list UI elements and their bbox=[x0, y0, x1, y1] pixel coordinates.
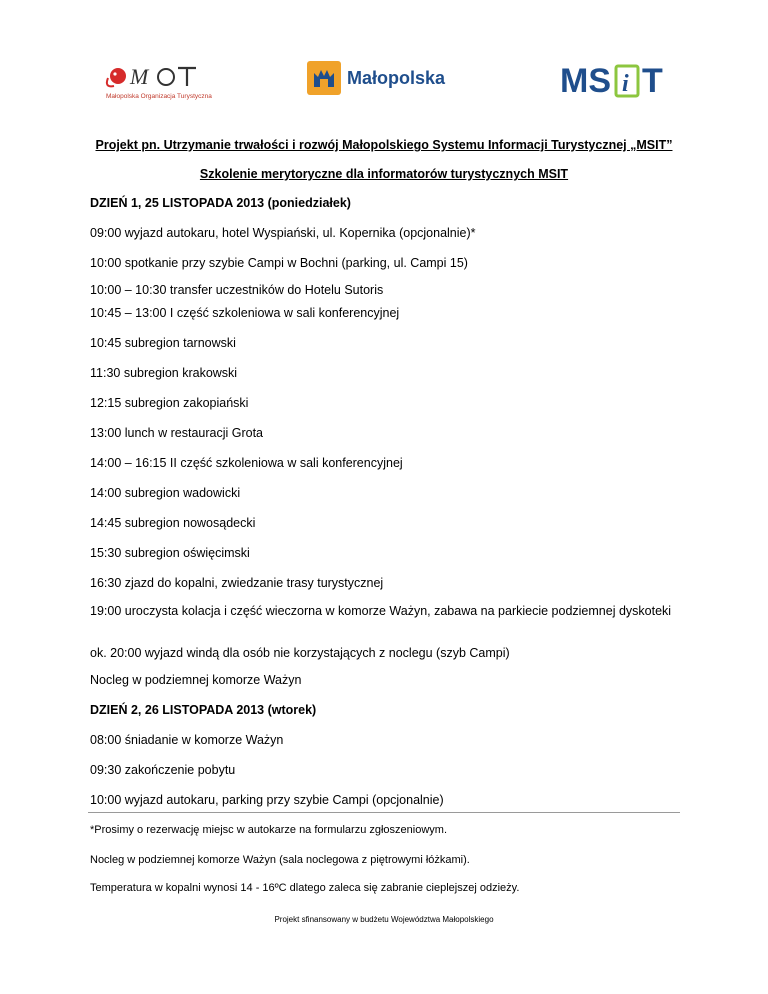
mot-logo bbox=[104, 60, 234, 104]
schedule-item: 10:00 – 10:30 transfer uczestników do Hotelu Sutoris bbox=[90, 283, 384, 297]
schedule-item: 09:00 wyjazd autokaru, hotel Wyspiański, ul. Kopernika (opcjonalnie)* bbox=[90, 226, 476, 240]
note-item: Nocleg w podziemnej komorze Ważyn (sala noclegowa z piętrowymi łóżkami). bbox=[90, 854, 470, 866]
logo-bar bbox=[0, 58, 768, 108]
project-title: Projekt pn. Utrzymanie trwałości i rozwój Małopolskiego Systemu Informacji Turystycznej „MSIT” bbox=[95, 138, 673, 152]
schedule-item: 10:00 spotkanie przy szybie Campi w Bochni (parking, ul. Campi 15) bbox=[90, 256, 468, 270]
svg-text:M: M bbox=[130, 64, 149, 89]
schedule-item: 14:00 – 16:15 II część szkoleniowa w sali konferencyjnej bbox=[90, 456, 403, 470]
schedule-item: 08:00 śniadanie w komorze Ważyn bbox=[90, 733, 284, 747]
svg-text:T: T bbox=[642, 62, 663, 100]
page-footer: Projekt sfinansowany w budżetu Województwa Małopolskiego bbox=[274, 915, 494, 924]
schedule-item: 15:30 subregion oświęcimski bbox=[90, 546, 250, 560]
schedule-item: 09:30 zakończenie pobytu bbox=[90, 763, 236, 777]
malopolska-logo bbox=[307, 61, 477, 95]
mot-logo-graphic bbox=[104, 60, 224, 94]
schedule-item: 14:45 subregion nowosądecki bbox=[90, 516, 256, 530]
schedule-item: ok. 20:00 wyjazd windą dla osób nie korzystających z noclegu (szyb Campi) bbox=[90, 646, 510, 660]
note-item: *Prosimy o rezerwację miejsc w autokarze na formularzu zgłoszeniowym. bbox=[90, 824, 448, 836]
mot-subtitle: Małopolska Organizacja Turystyczna bbox=[106, 93, 212, 100]
day2-heading: DZIEŃ 2, 26 LISTOPADA 2013 (wtorek) bbox=[90, 703, 317, 717]
schedule-item: Nocleg w podziemnej komorze Ważyn bbox=[90, 673, 302, 687]
malopolska-crest-icon bbox=[307, 61, 341, 95]
svg-text:MS: MS bbox=[560, 62, 611, 100]
notes-divider bbox=[88, 812, 680, 813]
malopolska-wordmark: Małopolska bbox=[347, 68, 446, 88]
schedule-item: 10:45 – 13:00 I część szkoleniowa w sali konferencyjnej bbox=[90, 306, 400, 320]
schedule-item: 14:00 subregion wadowicki bbox=[90, 486, 241, 500]
schedule-item: 10:00 wyjazd autokaru, parking przy szybie Campi (opcjonalnie) bbox=[90, 793, 444, 807]
schedule-item: 11:30 subregion krakowski bbox=[90, 366, 238, 380]
training-title: Szkolenie merytoryczne dla informatorów turystycznych MSIT bbox=[199, 167, 569, 181]
schedule-item: 10:45 subregion tarnowski bbox=[90, 336, 236, 350]
note-item: Temperatura w kopalni wynosi 14 - 16ºC dlatego zaleca się zabranie cieplejszej odzieży. bbox=[90, 882, 520, 894]
msit-logo bbox=[560, 60, 670, 100]
msit-logo-graphic bbox=[560, 60, 670, 100]
schedule-item: 13:00 lunch w restauracji Grota bbox=[90, 426, 264, 440]
svg-text:i: i bbox=[622, 71, 629, 97]
schedule-item: 16:30 zjazd do kopalni, zwiedzanie trasy turystycznej bbox=[90, 576, 384, 590]
day1-heading: DZIEŃ 1, 25 LISTOPADA 2013 (poniedziałek) bbox=[90, 196, 351, 210]
schedule-item: 12:15 subregion zakopiański bbox=[90, 396, 249, 410]
schedule-item: 19:00 uroczysta kolacja i część wieczorna w komorze Ważyn, zabawa na parkiecie podziemnej dyskoteki bbox=[90, 604, 672, 618]
